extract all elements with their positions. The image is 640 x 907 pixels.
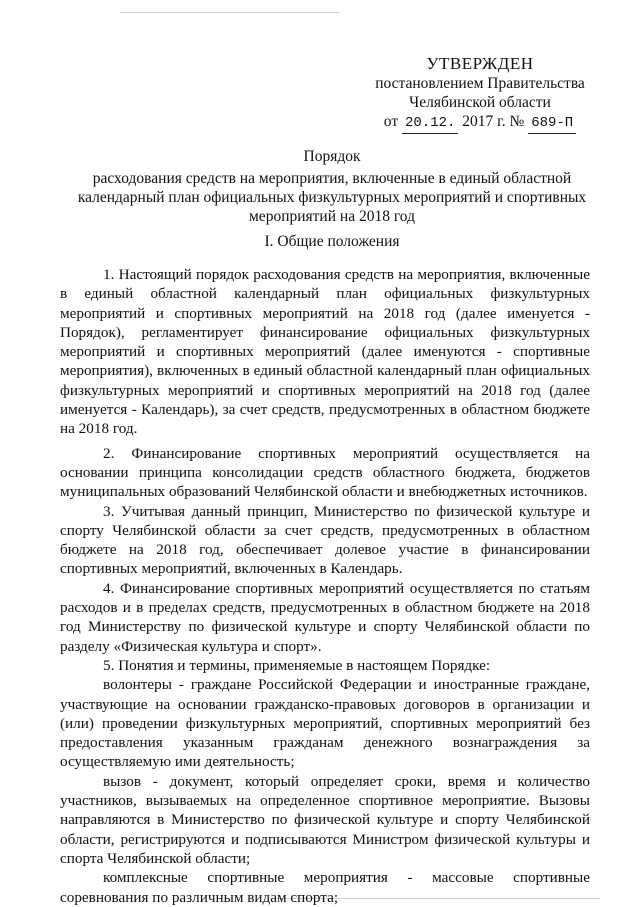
definition-call: вызов - документ, который определяет сроки, время и количество участников, вызываемых на определенное спортивное мероприятие. Вызовы направляются в Министерство по физической культуре и спорту Челябинской области, регистрируются и подписываются Министром физической культуры и спорта Челябинской области; [60,772,590,867]
definition-complex-events: комплексные спортивные мероприятия - массовые спортивные соревнования по различным видам спорта; [60,869,590,906]
title-heading: Порядок [303,148,361,165]
title-subtitle: расходования средств на мероприятия, включенные в единый областной календарный план официальных физкультурных мероприятий и спортивных мероприятий на 2018 год [77,170,587,225]
paragraph-1: 1. Настоящий порядок расходования средств на мероприятия, включенные в единый областной календарный план официальных физкультурных мероприятий и спортивных мероприятий на 2018 год (далее именуется - Порядок), регламентирует финансирование официальных физкультурных мероприятий и спортивных мероприятий (далее именуются - спортивные мероприятия), включенных в единый областной календарный план официальных физкультурных мероприятий и спортивных мероприятий на 2018 год (далее именуется - Календарь), за счет средств, предусмотренных в областном бюджете на 2018 год. [60,266,590,438]
paragraph-4: 4. Финансирование спортивных мероприятий осуществляется по статьям расходов и в пределах средств, предусмотренных в областном бюджете на 2018 год Министерству по физической культуре и спорту Челябинской области по разделу «Физическая культура и спорт». [60,579,590,655]
document-title [60,147,604,226]
scan-artifact-top [120,12,340,13]
approval-heading: УТВЕРЖДЕН [426,54,534,73]
paragraph-5: 5. Понятия и термины, применяемые в настоящем Порядке: [103,656,491,674]
section-title: I. Общие положения [264,233,400,250]
paragraph-2: 2. Финансирование спортивных мероприятий осуществляется на основании принципа консолидации средств областного бюджета, бюджетов муниципальных образований Челябинской области и внебюджетных источников. [60,444,590,501]
approval-line-1: постановлением Правительства [375,75,585,92]
approval-year: 2017 г. № [462,113,525,130]
document-body [60,265,590,907]
approval-date-line [360,112,600,134]
approval-line-2: Челябинской области [409,94,551,111]
approval-stamp [360,54,600,134]
approval-number: 689-П [528,114,576,134]
definition-volunteers: волонтеры - граждане Российской Федерации и иностранные граждане, участвующие на основании гражданско-правовых договоров в организации и (или) проведении физкультурных мероприятий, спортивных мероприятий без предоставления указанным гражданам денежного вознаграждения за осуществляемую ими деятельность; [60,676,590,771]
approval-date: 20.12. [402,114,458,134]
approval-prefix: от [383,113,399,130]
paragraph-3: 3. Учитывая данный принцип, Министерство по физической культуре и спорту Челябинской области за счет средств, предусмотренных в областном бюджете на 2018 год, обеспечивает долевое участие в финансировании спортивных мероприятий, включенных в Календарь. [60,502,590,578]
